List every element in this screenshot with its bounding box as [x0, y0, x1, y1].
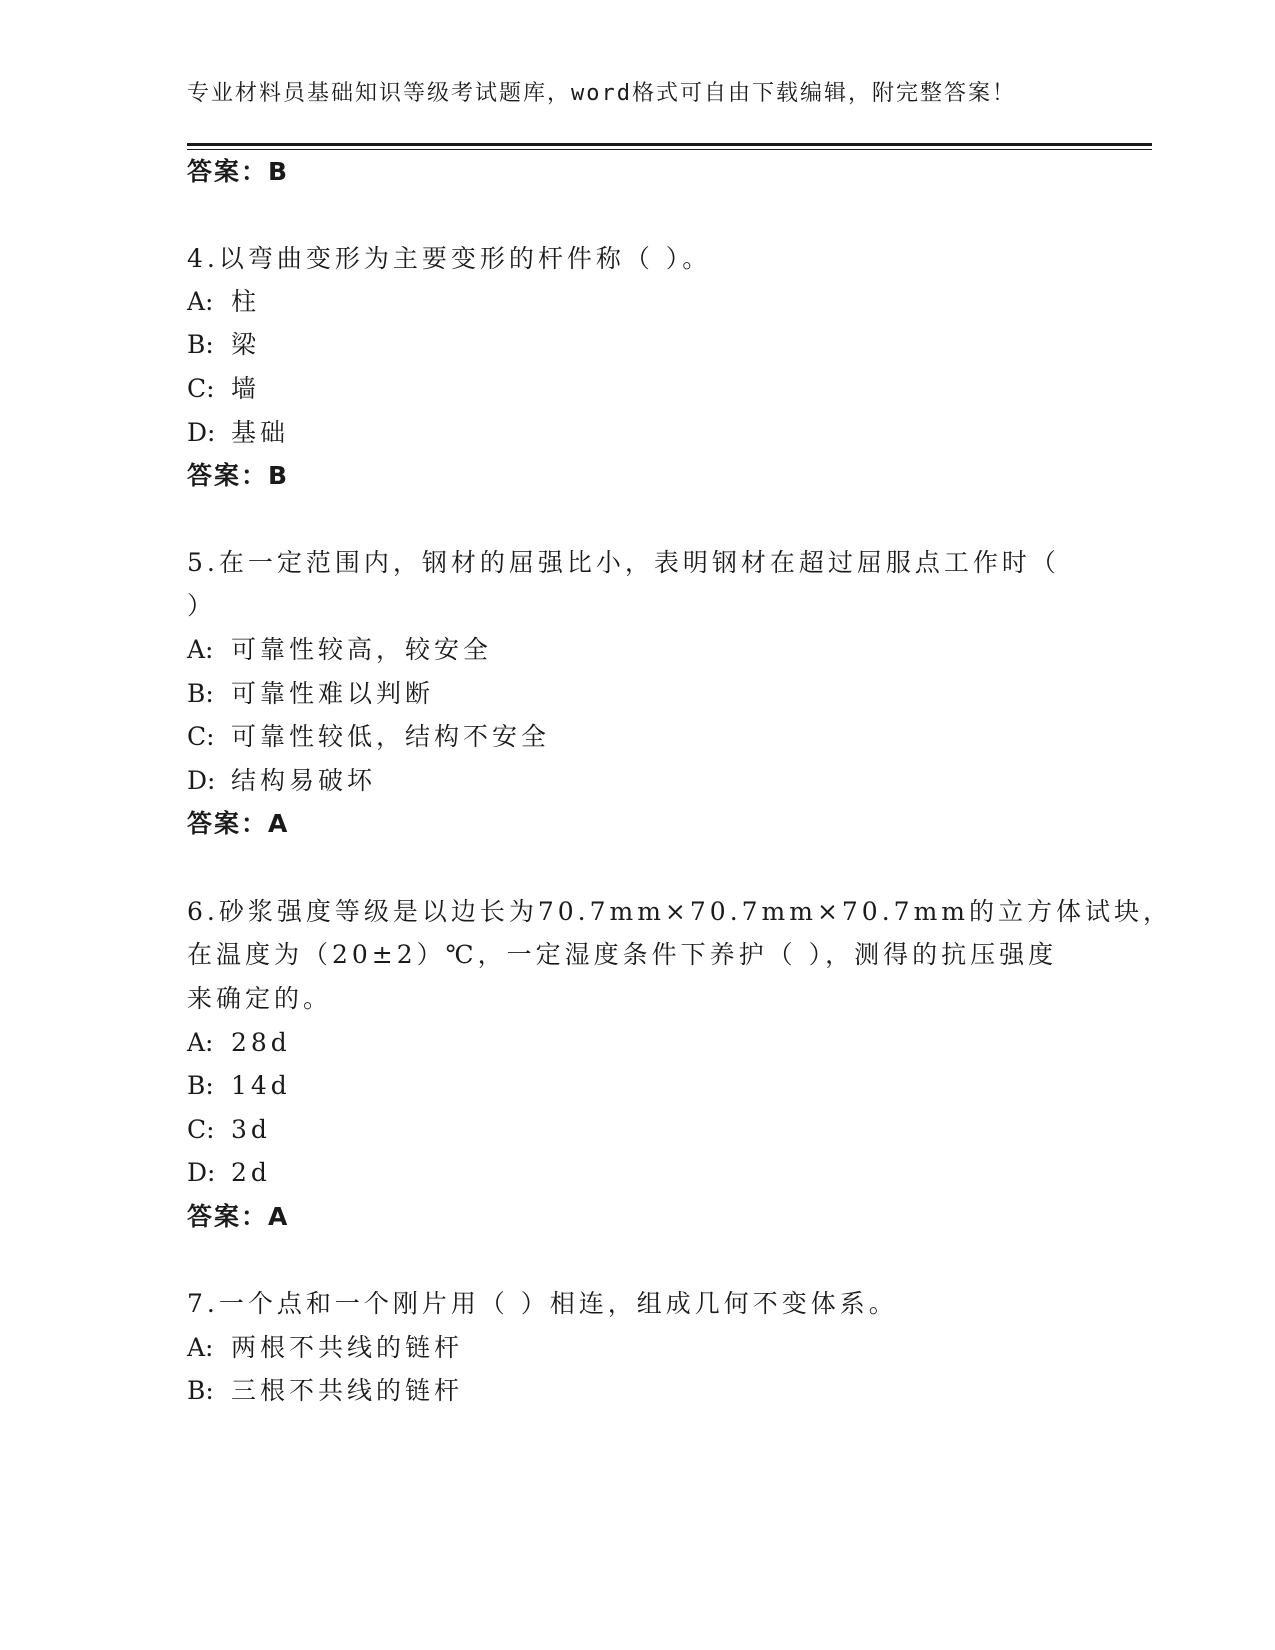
option-letter: B:	[187, 330, 214, 359]
question-stem: 来确定的。	[187, 984, 333, 1013]
option-letter: B:	[187, 679, 214, 708]
page-header: 专业材料员基础知识等级考试题库，word格式可自由下载编辑，附完整答案！	[187, 81, 1016, 106]
option	[187, 1115, 271, 1145]
option-text: 可靠性较低，结构不安全	[231, 722, 551, 751]
option-text: 柱	[231, 287, 261, 316]
option-letter: A:	[187, 1333, 214, 1362]
option-text: 两根不共线的链杆	[231, 1333, 464, 1362]
option	[187, 418, 289, 448]
option	[187, 679, 434, 709]
option-letter: B:	[187, 1071, 214, 1100]
option-letter: C:	[187, 374, 215, 403]
question-stem: 7.一个点和一个刚片用（ ）相连，组成几何不变体系。	[187, 1289, 898, 1318]
option	[187, 635, 492, 665]
option-text: 3d	[231, 1115, 271, 1144]
option-text: 三根不共线的链杆	[231, 1376, 464, 1405]
option	[187, 287, 260, 317]
option	[187, 1028, 291, 1058]
answer-line: 答案：A	[187, 1202, 290, 1231]
option-text: 可靠性难以判断	[231, 679, 435, 708]
option-text: 28d	[231, 1028, 291, 1057]
option-letter: D:	[187, 418, 216, 447]
header-rule-thin	[187, 149, 1152, 150]
question-stem: 在温度为（20±2）℃，一定湿度条件下养护（ ），测得的抗压强度	[187, 940, 1058, 969]
option-text: 14d	[231, 1071, 291, 1100]
option-text: 梁	[231, 330, 261, 359]
answer-line: 答案：B	[187, 461, 290, 490]
option-letter: D:	[187, 1158, 216, 1187]
option	[187, 766, 376, 796]
answer-line: 答案：A	[187, 809, 290, 838]
option-letter: C:	[187, 722, 215, 751]
option-text: 结构易破坏	[231, 766, 377, 795]
option-text: 基础	[231, 418, 290, 447]
option-letter: D:	[187, 766, 216, 795]
option-letter: A:	[187, 635, 214, 664]
option-letter: A:	[187, 287, 214, 316]
option-letter: C:	[187, 1115, 215, 1144]
option-letter: B:	[187, 1376, 214, 1405]
question-stem: 5.在一定范围内，钢材的屈强比小，表明钢材在超过屈服点工作时（	[187, 548, 1060, 577]
option	[187, 374, 260, 404]
option-letter: A:	[187, 1028, 214, 1057]
question-stem: 6.砂浆强度等级是以边长为70.7mm×70.7mm×70.7mm的立方体试块，	[187, 897, 1172, 926]
option-text: 2d	[231, 1158, 271, 1187]
question-stem: ）	[187, 591, 217, 620]
option	[187, 1071, 291, 1101]
option	[187, 1158, 271, 1188]
answer-line: 答案：B	[187, 157, 290, 186]
option	[187, 722, 550, 752]
option-text: 可靠性较高，较安全	[231, 635, 493, 664]
header-rule-thick	[187, 143, 1152, 146]
option	[187, 330, 260, 360]
question-stem: 4.以弯曲变形为主要变形的杆件称（ ）。	[187, 244, 712, 273]
option	[187, 1376, 463, 1406]
option-text: 墙	[231, 374, 261, 403]
option	[187, 1333, 463, 1363]
